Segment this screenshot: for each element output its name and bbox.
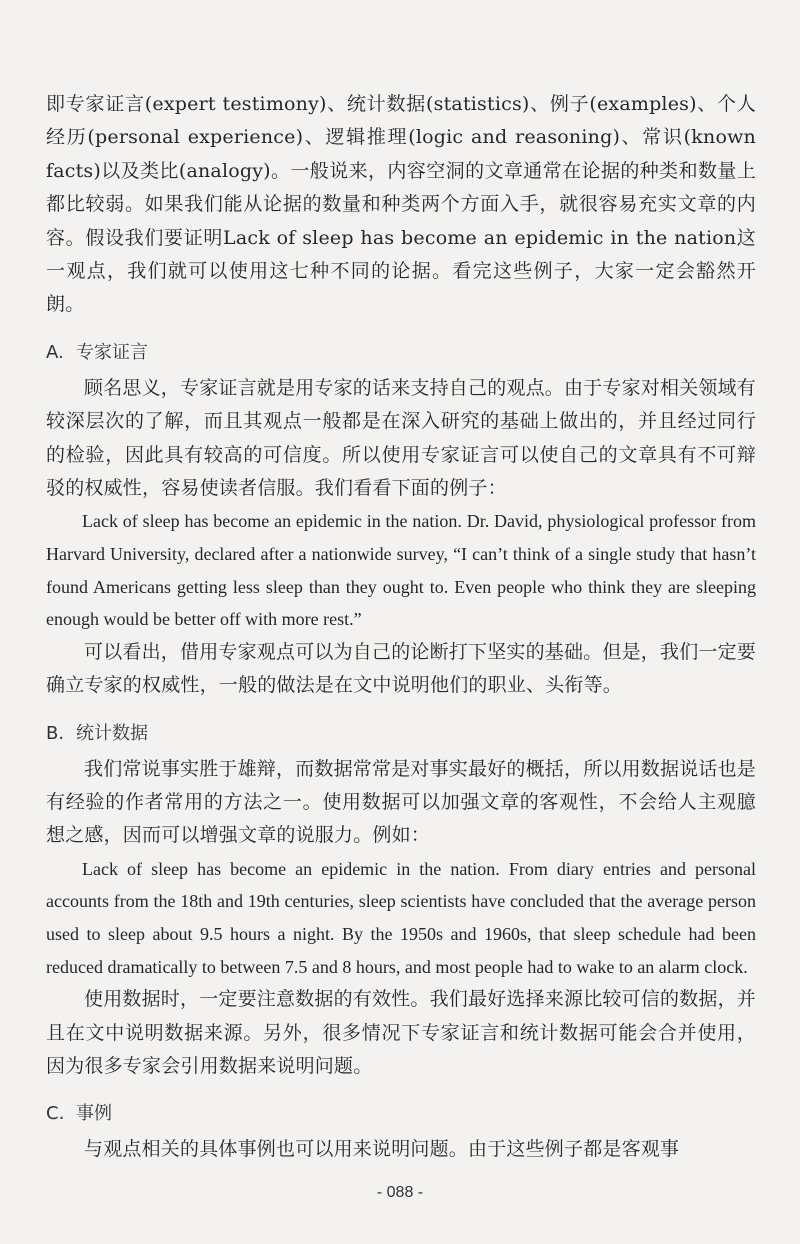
section-c-letter: C. <box>46 1103 65 1125</box>
section-b-example: Lack of sleep has become an epidemic in the nation. From diary entries and personal accounts from the 18th and 19th centuries, sleep scientists have concluded that the average person used to sleep about 9.5 hours a night. By the 1950s and 1960s, that sleep schedule had been reduced dramatically to between 7.5 and 8 hours, and most people had to wake to an alarm clock. <box>46 858 756 977</box>
section-b-title: 统计数据 <box>76 722 148 744</box>
section-b-paragraph-1: 我们常说事实胜于雄辩，而数据常常是对事实最好的概括，所以用数据说话也是有经验的作者常用的方法之一。使用数据可以加强文章的客观性，不会给人主观臆想之感，因而可以增强文章的说服力。例如： <box>46 757 757 847</box>
section-b-letter: B. <box>46 722 65 744</box>
section-a-letter: A. <box>46 341 64 363</box>
section-a-paragraph-1: 顾名思义，专家证言就是用专家的话来支持自己的观点。由于专家对相关领域有较深层次的了解，而且其观点一般都是在深入研究的基础上做出的，并且经过同行的检验，因此具有较高的可信度。所以使用专家证言可以使自己的文章具有不可辩驳的权威性，容易使读者信服。我们看看下面的例子： <box>46 376 757 500</box>
section-a-title: 专家证言 <box>76 341 148 363</box>
page-body <box>46 88 756 1167</box>
section-a-heading <box>46 338 756 368</box>
section-c-title: 事例 <box>76 1103 112 1125</box>
intro-paragraph: 即专家证言(expert testimony)、统计数据(statistics)、例子(examples)、个人经历(personal experience)、逻辑推理(logic and reasoning)、常识(known facts)以及类比(analogy)。一般说来，内容空洞的文章通常在论据的种类和数量上都比较弱。如果我们能从论据的数量和种类两个方面入手，就很容易充实文章的内容。假设我们要证明Lack of sleep has become an epidemic in the nation这一观点，我们就可以使用这七种不同的论据。看完这些例子，大家一定会豁然开朗。 <box>46 93 756 316</box>
section-c-heading <box>46 1099 756 1129</box>
section-a-paragraph-2: 可以看出，借用专家观点可以为自己的论断打下坚实的基础。但是，我们一定要确立专家的权威性，一般的做法是在文中说明他们的职业、头衔等。 <box>46 640 757 697</box>
section-a-example: Lack of sleep has become an epidemic in the nation. Dr. David, physiological professor from Harvard University, declared after a nationwide survey, “I can’t think of a single study that hasn’t found Americans getting less sleep than they ought to. Even people who think they are sleeping enough would be better off with more rest.” <box>46 511 756 630</box>
section-b-paragraph-2: 使用数据时，一定要注意数据的有效性。我们最好选择来源比较可信的数据，并且在文中说明数据来源。另外，很多情况下专家证言和统计数据可能会合并使用，因为很多专家会引用数据来说明问题。 <box>46 988 757 1078</box>
section-c-paragraph-1: 与观点相关的具体事例也可以用来说明问题。由于这些例子都是客观事 <box>84 1138 680 1161</box>
page-number: - 088 - <box>376 1184 424 1201</box>
section-b-heading <box>46 719 756 749</box>
